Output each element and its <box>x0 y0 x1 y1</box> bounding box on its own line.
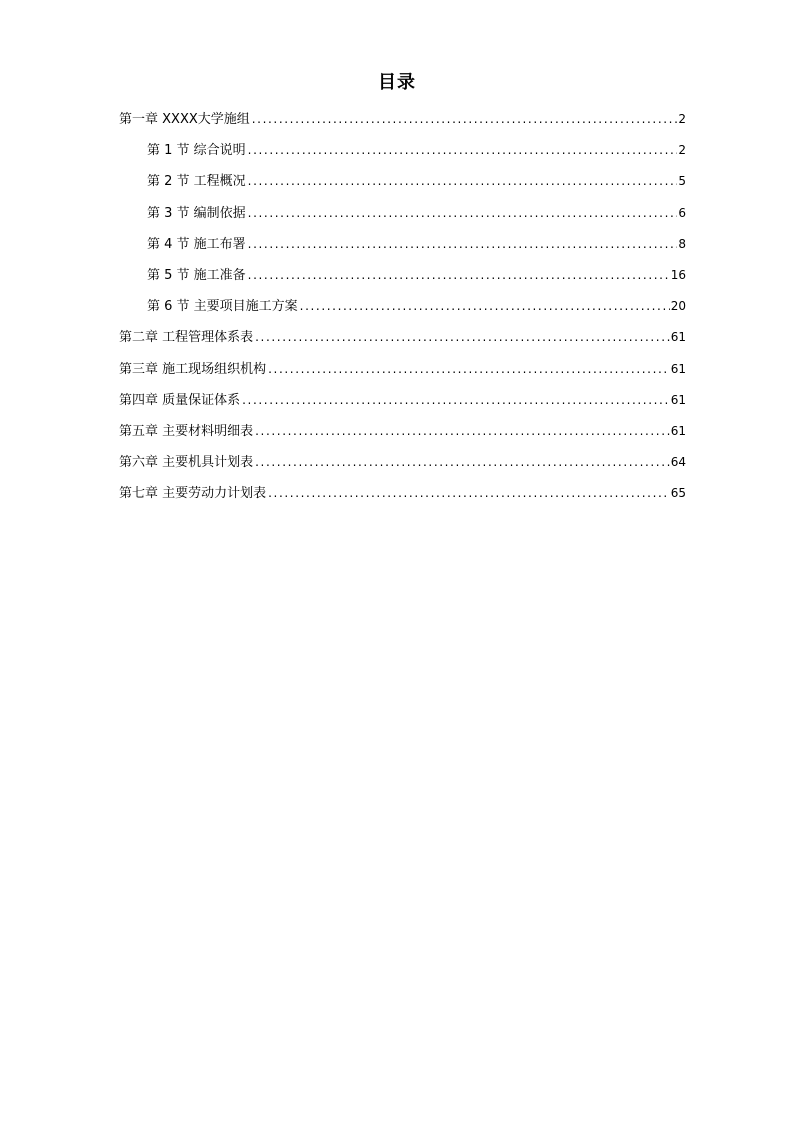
dot-leader <box>268 359 670 379</box>
toc-page-number: 5 <box>678 174 686 189</box>
toc-entry-label: 第一章 XXXX大学施组 <box>119 112 250 127</box>
toc-page-number: 61 <box>670 392 686 407</box>
toc-entry-label: 第 1 节 综合说明 <box>147 143 246 159</box>
toc-entry-label: 第 5 节 施工准备 <box>147 267 246 283</box>
dot-leader <box>252 109 678 129</box>
dot-leader <box>248 171 678 191</box>
toc-entry-chapter-6[interactable] <box>119 452 686 483</box>
toc-entry-chapter-4[interactable] <box>119 390 686 421</box>
toc-entry-chapter-3[interactable] <box>119 359 686 390</box>
toc-entry-label: 第五章 主要材料明细表 <box>119 423 254 439</box>
toc-entry-label: 第七章 主要劳动力计划表 <box>119 486 267 502</box>
toc-page-number: 20 <box>670 299 686 314</box>
dot-leader <box>248 140 678 160</box>
toc-title: 目录 <box>378 72 416 93</box>
toc-entry-label: 第 3 节 编制依据 <box>147 205 246 221</box>
toc-page-number: 6 <box>678 205 686 220</box>
toc-entry-section-2[interactable] <box>119 171 686 202</box>
dot-leader <box>242 390 670 410</box>
toc-entry-label: 第六章 主要机具计划表 <box>119 455 254 471</box>
toc-entry-section-3[interactable] <box>119 203 686 234</box>
toc-page-number: 61 <box>670 423 686 438</box>
dot-leader <box>255 452 670 472</box>
toc-page-number: 64 <box>670 455 686 470</box>
toc-entry-label: 第 6 节 主要项目施工方案 <box>147 299 298 315</box>
toc-page-number: 61 <box>670 330 686 345</box>
dot-leader <box>255 327 670 347</box>
dot-leader <box>248 265 670 285</box>
toc-entry-chapter-7[interactable] <box>119 483 686 514</box>
toc-entry-chapter-5[interactable] <box>119 421 686 452</box>
toc-entry-section-4[interactable] <box>119 234 686 265</box>
toc-list <box>119 109 686 514</box>
toc-page-number: 61 <box>670 361 686 376</box>
toc-page-number: 2 <box>678 143 686 158</box>
toc-entry-section-1[interactable] <box>119 140 686 171</box>
toc-entry-section-5[interactable] <box>119 265 686 296</box>
toc-entry-label: 第 4 节 施工布署 <box>147 236 246 252</box>
toc-entry-label: 第 2 节 工程概况 <box>147 174 246 190</box>
toc-entry-label: 第二章 工程管理体系表 <box>119 330 254 346</box>
toc-page-number: 16 <box>670 267 686 282</box>
dot-leader <box>255 421 670 441</box>
toc-entry-chapter-2[interactable] <box>119 327 686 358</box>
dot-leader <box>300 296 670 316</box>
toc-entry-chapter-1[interactable] <box>119 109 686 140</box>
toc-entry-section-6[interactable] <box>119 296 686 327</box>
toc-entry-label: 第三章 施工现场组织机构 <box>119 361 267 377</box>
toc-page-number: 2 <box>678 112 686 126</box>
dot-leader <box>248 203 678 223</box>
toc-entry-label: 第四章 质量保证体系 <box>119 392 241 408</box>
toc-page-number: 8 <box>678 236 686 251</box>
dot-leader <box>248 234 678 254</box>
toc-page-number: 65 <box>670 486 686 501</box>
dot-leader <box>268 483 670 503</box>
